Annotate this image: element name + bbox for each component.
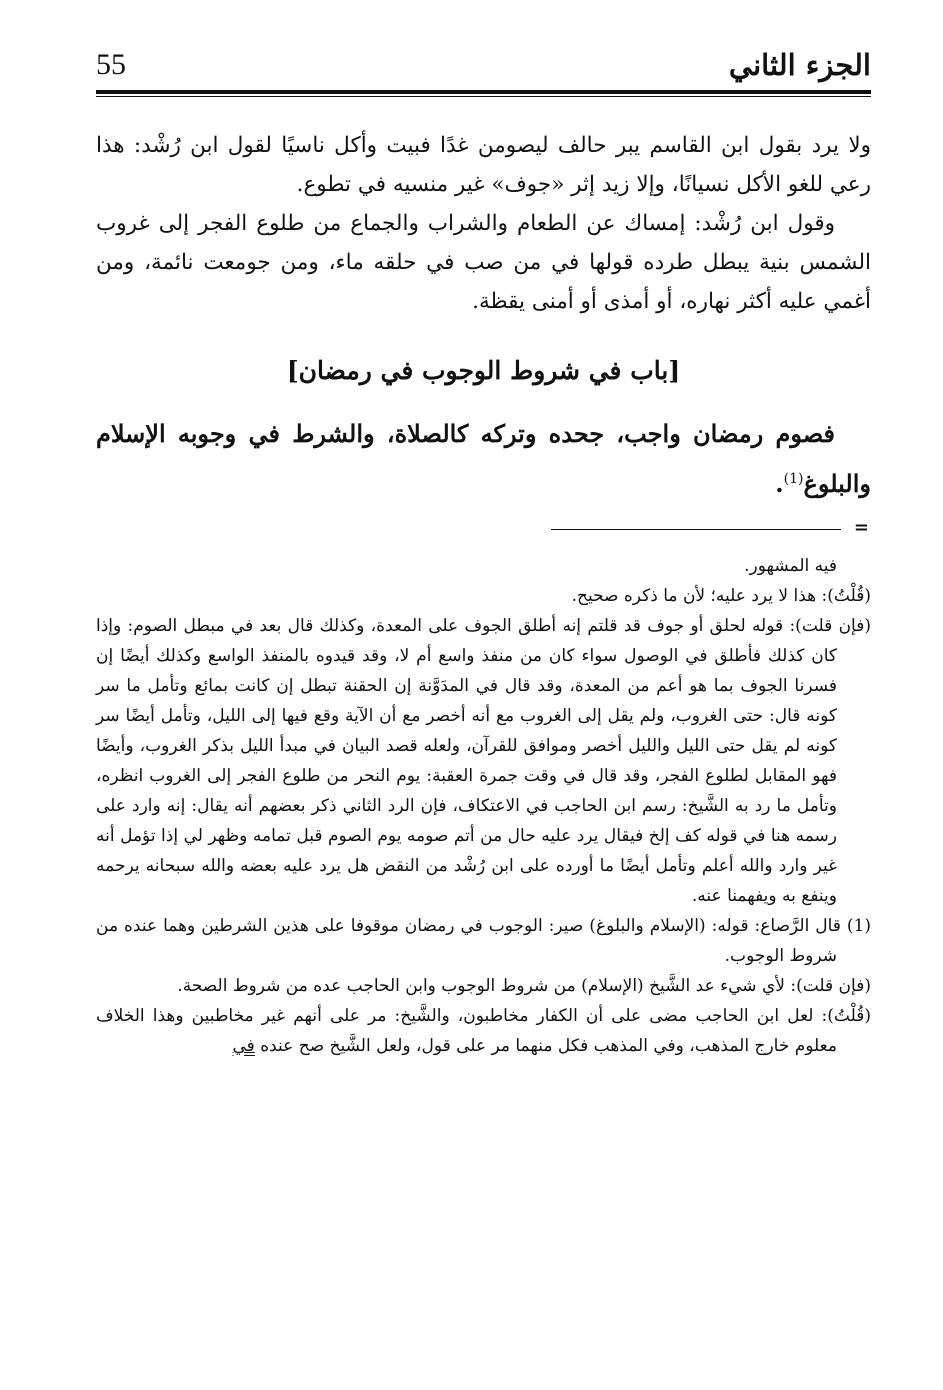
header-rule [96,90,871,94]
running-header [96,40,871,92]
matn-end: . [775,469,784,498]
footnote-divider-mark: = [853,517,869,538]
footnote-line [96,1001,871,1061]
matn-text [96,409,871,509]
footnote-line: فيه المشهور. [744,556,837,576]
catchword: في [232,1036,255,1056]
main-paragraph: ولا يرد بقول ابن القاسم يبر حالف ليصومن غدًا فبيت وأكل ناسيًا لقول ابن رُشْد: هذا رعي للغو الأكل نسيانًا، وإلا زيد إثر «جوف» غير منسيه في تطوع. [96,133,871,197]
page-number: 55 [96,48,126,81]
footnote-divider-line [551,529,841,530]
book-page [96,40,871,1380]
footnote-divider [96,517,871,538]
footnote-line: (فإن قلت): لأي شيء عد الشَّيخ (الإسلام) من شروط الوجوب وابن الحاجب عده من شروط الصحة. [177,976,871,996]
main-paragraph: وقول ابن رُشْد: إمساك عن الطعام والشراب والجماع من طلوع الفجر إلى غروب الشمس بنية يبطل طرده قولها في من صب في حلقه ماء، ومن جومعت نائمة، ومن أغمي عليه أكثر نهاره، أو أمذى أو أمنى يقظة. [96,211,871,314]
main-text [96,126,871,321]
footnote-line: (قُلْتُ): هذا لا يرد عليه؛ لأن ما ذكره صحيح. [571,586,871,606]
matn-body: فصوم رمضان واجب، جحده وتركه كالصلاة، والشرط في وجوبه الإسلام والبلوغ [96,419,871,498]
chapter-heading: [باب في شروط الوجوب في رمضان] [286,356,681,385]
footnote-line: (فإن قلت): قوله لحلق أو جوف قد قلتم إنه أطلق الجوف على المعدة، وكذلك قال بعد في مبطل الصوم: وإذا كان كذلك فأطلق في الوصول سواء كان من منفذ واسع أم لا، وقد قيدوه بالمنفذ الواسع وكذلك أيضًا إن فسرنا الجوف بما هو أعم من المعدة، وقد قال في المدَوَّنة إن الحقنة تبطل إن كانت بمائع وتأمل ما سر كونه قال: حتى الغروب، ولم يقل إلى الغروب مع أنه أخصر مع أن الآية وقع فيها إلى الليل، وتأمل أيضًا سر كونه لم يقل حتى الليل والليل أخصر وموافق للقرآن، ولعله قصد البيان في مبدأ الليل بذكر الغروب، وأيضًا فهو المقابل لطلوع الفجر، وقد قال في وقت جمرة العقبة: يوم النحر من طلوع الفجر إلى الغروب انظره، وتأمل ما رد به الشَّيخ: رسم ابن الحاجب في الاعتكاف، فإن الرد الثاني ذكر بعضهم أنه يقال: إنه وارد على رسمه هنا في قوله كف إلخ فيقال يرد عليه حال من أتم صومه يوم الصوم قبل تمامه وظهر لي إذا تؤمل أنه غير وارد والله أعلم وتأمل أيضًا ما أورده على ابن رُشْد من النقض هل يرد عليه بعضه والله سبحانه يرحمه وينفع به ويفهمنا عنه. [96,616,871,906]
part-title: الجزء الثاني [728,48,871,82]
footnotes [96,551,871,1061]
footnote-reference: (1) [783,471,804,487]
footnote-line: (1) قال الرَّصاع: قوله: (الإسلام والبلوغ) صير: الوجوب في رمضان موقوفا على هذين الشرطين وهما عنده من شروط الوجوب. [96,916,871,966]
footnote-text: (قُلْتُ): لعل ابن الحاجب مضى على أن الكفار مخاطبون، والشَّيخ: مر على أنهم غير مخاطبين وهذا الخلاف معلوم خارج المذهب، وفي المذهب فكل منهما مر على قول، ولعل الشَّيخ صح عنده [96,1006,871,1056]
